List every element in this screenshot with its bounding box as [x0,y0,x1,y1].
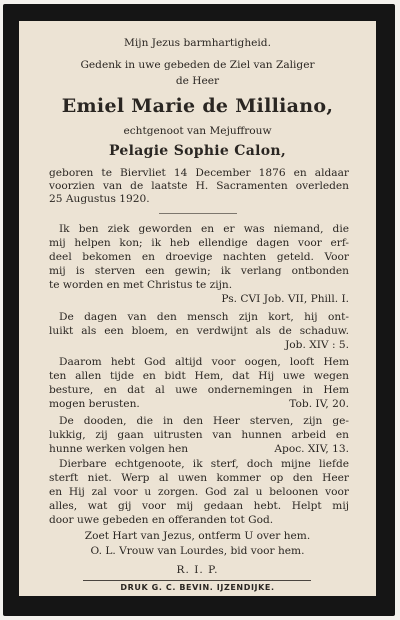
verse-1-line-4: mij is sterven een gewin; ik verlang ontbonden [49,265,349,277]
farewell-line-1: Dierbare echtgenoote, ik sterf, doch mijne liefde [59,458,349,470]
memorial-card [19,21,376,596]
spouse-name: Pelagie Sophie Calon, [108,143,287,159]
verse-4-reference: Apoc. XIV, 13. [274,443,349,455]
farewell-line-4: alles, wat gij voor mij gedaan hebt. Helpt mij [49,500,349,512]
bio-line-2: voorzien van de laatste H. Sacramenten overleden [49,180,349,192]
verse-2-line-2: luikt als een bloem, en verdwijnt als de schaduw. [49,325,349,337]
verse-1-line-1: Ik ben ziek geworden en er was niemand, die [59,223,349,235]
remember-line-2: de Heer [175,75,220,87]
bio-line-3: 25 Augustus 1920. [49,193,150,205]
printer-rule [83,580,311,581]
farewell-line-3: en Hij zal voor u zorgen. God zal u beloonen voor [49,486,349,498]
farewell-line-5: door uwe gebeden en offeranden tot God. [49,514,274,526]
bio-line-1: geboren te Biervliet 14 December 1876 en aldaar [49,167,349,179]
spouse-intro: echtgenoot van Mejuffrouw [123,125,272,137]
verse-3-line-1: Daarom hebt God altijd voor oogen, looft Hem [59,356,349,368]
remember-line-1: Gedenk in uwe gebeden de Ziel van Zaliger [80,59,315,71]
verse-4-line-2: lukkig, zij gaan uitrusten van hunnen arbeid en [49,429,349,441]
closing-rip: R. I. P. [176,564,219,576]
verse-3-reference: Tob. IV, 20. [289,398,349,410]
verse-4-line-1: De dooden, die in den Heer sterven, zijn ge- [59,415,349,427]
verse-3-line-2: ten allen tijde en bidt Hem, dat Hij uwe wegen [49,370,349,382]
verse-2-line-1: De dagen van den mensch zijn kort, hij ont- [59,311,349,323]
deceased-name: Emiel Marie de Milliano, [61,95,334,117]
farewell-line-2: sterft niet. Werp al uwen kommer op den Heer [49,472,349,484]
verse-2-reference: Job. XIV : 5. [285,339,349,351]
verse-3-line-4: mogen berusten. [49,398,140,410]
verse-1-reference: Ps. CVI Job. VII, Phill. I. [221,293,349,305]
verse-3-line-3: besture, en dat al uwe ondernemingen in Hem [49,384,349,396]
verse-4-line-3: hunne werken volgen hen [49,443,189,455]
verse-1-line-5: te worden en met Christus te zijn. [49,279,233,291]
invocation: Mijn Jezus barmhartigheid. [124,37,271,49]
prayer-sacred-heart: Zoet Hart van Jezus, ontferm U over hem. [84,530,311,542]
prayer-lourdes: O. L. Vrouw van Lourdes, bid voor hem. [90,545,305,557]
divider-rule [159,213,237,214]
verse-1-line-2: mij helpen kon; ik heb ellendige dagen voor erf- [49,237,349,249]
verse-1-line-3: deel bekomen en droevige nachten geteld. Voor [49,251,349,263]
printer-imprint: DRUK G. C. BEVIN. IJZENDIJKE. [120,583,275,592]
